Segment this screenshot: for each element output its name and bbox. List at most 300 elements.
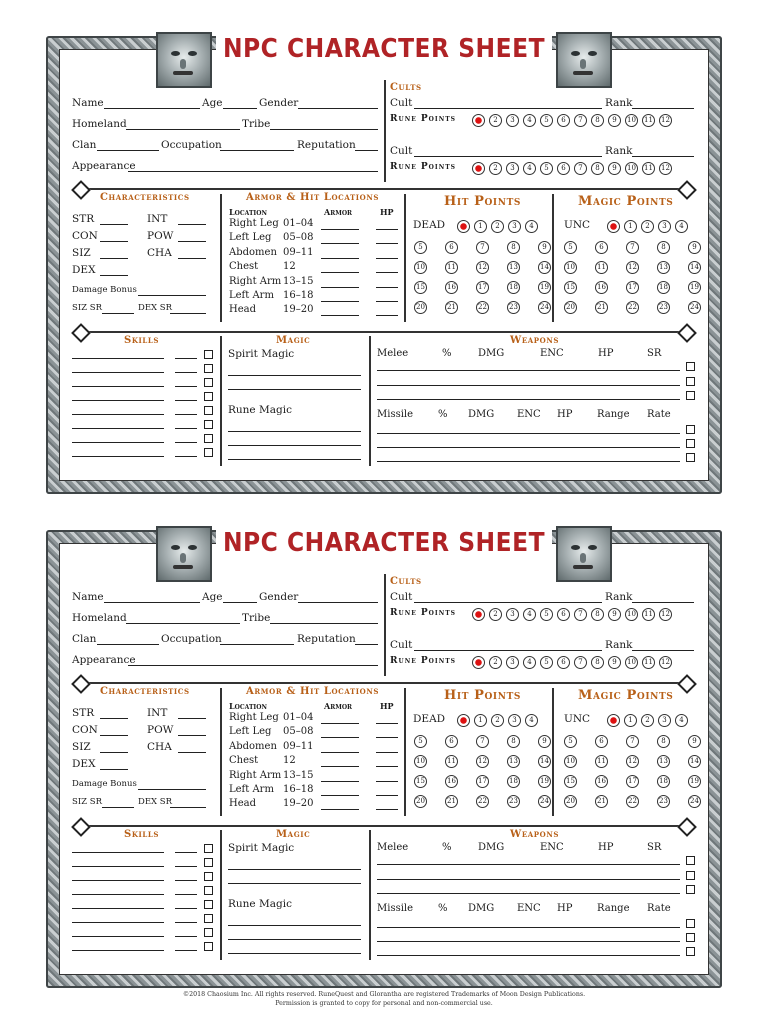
skill-value-field[interactable] xyxy=(175,936,197,937)
rune-point-pip[interactable]: 5 xyxy=(540,162,553,175)
melee-weapon-field[interactable] xyxy=(377,370,680,371)
dead-marker[interactable] xyxy=(457,714,470,727)
damage-bonus-field[interactable] xyxy=(138,295,206,296)
hp-field[interactable] xyxy=(376,258,398,259)
spirit-magic-field[interactable] xyxy=(228,869,361,870)
rune-point-pip[interactable]: 12 xyxy=(659,608,672,621)
skill-value-field[interactable] xyxy=(175,922,197,923)
point-pip[interactable]: 24 xyxy=(688,795,701,808)
rune-point-pip[interactable]: 5 xyxy=(540,114,553,127)
rune-point-pip[interactable]: 7 xyxy=(574,608,587,621)
point-pip[interactable]: 13 xyxy=(657,755,670,768)
rune-point-pip[interactable]: 3 xyxy=(506,162,519,175)
rank-field[interactable] xyxy=(632,156,694,157)
armor-field[interactable] xyxy=(321,258,359,259)
skill-checkbox[interactable] xyxy=(204,886,213,895)
cult-field[interactable] xyxy=(414,156,602,157)
point-pip[interactable]: 12 xyxy=(626,261,639,274)
rune-point-pip[interactable]: 11 xyxy=(642,656,655,669)
missile-checkbox[interactable] xyxy=(686,919,695,928)
skill-value-field[interactable] xyxy=(175,372,197,373)
rune-point-pip[interactable]: 2 xyxy=(489,114,502,127)
spirit-magic-field[interactable] xyxy=(228,883,361,884)
point-pip[interactable]: 7 xyxy=(476,241,489,254)
rune-point-pip[interactable]: 9 xyxy=(608,162,621,175)
skill-checkbox[interactable] xyxy=(204,858,213,867)
armor-field[interactable] xyxy=(321,229,359,230)
occupation-field[interactable] xyxy=(220,150,294,151)
missile-checkbox[interactable] xyxy=(686,947,695,956)
point-pip[interactable]: 15 xyxy=(414,281,427,294)
stat-field[interactable] xyxy=(100,258,128,259)
spirit-magic-field[interactable] xyxy=(228,389,361,390)
rune-point-pip[interactable]: 2 xyxy=(489,608,502,621)
melee-checkbox[interactable] xyxy=(686,362,695,371)
appearance-field[interactable] xyxy=(128,171,378,172)
point-pip[interactable]: 17 xyxy=(476,281,489,294)
stat-field[interactable] xyxy=(178,258,206,259)
rune-point-pip[interactable]: 3 xyxy=(506,608,519,621)
dead-marker[interactable] xyxy=(457,220,470,233)
armor-field[interactable] xyxy=(321,766,359,767)
point-pip[interactable]: 8 xyxy=(507,735,520,748)
rune-point-pip[interactable]: 11 xyxy=(642,114,655,127)
skill-value-field[interactable] xyxy=(175,908,197,909)
point-pip[interactable]: 1 xyxy=(624,714,637,727)
missile-weapon-field[interactable] xyxy=(377,461,680,462)
point-pip[interactable]: 3 xyxy=(508,714,521,727)
skill-name-field[interactable] xyxy=(72,894,164,895)
clan-field[interactable] xyxy=(97,644,159,645)
rune-point-pip[interactable] xyxy=(472,656,485,669)
skill-name-field[interactable] xyxy=(72,866,164,867)
hp-field[interactable] xyxy=(376,809,398,810)
hp-field[interactable] xyxy=(376,766,398,767)
point-pip[interactable]: 9 xyxy=(688,735,701,748)
cult-field[interactable] xyxy=(414,650,602,651)
rank-field[interactable] xyxy=(632,108,694,109)
point-pip[interactable]: 11 xyxy=(445,261,458,274)
skill-value-field[interactable] xyxy=(175,414,197,415)
point-pip[interactable]: 19 xyxy=(538,281,551,294)
point-pip[interactable]: 1 xyxy=(624,220,637,233)
point-pip[interactable]: 9 xyxy=(688,241,701,254)
skill-name-field[interactable] xyxy=(72,386,164,387)
rune-point-pip[interactable]: 2 xyxy=(489,656,502,669)
hp-field[interactable] xyxy=(376,272,398,273)
rune-point-pip[interactable]: 6 xyxy=(557,114,570,127)
point-pip[interactable]: 12 xyxy=(626,755,639,768)
hp-field[interactable] xyxy=(376,795,398,796)
skill-value-field[interactable] xyxy=(175,386,197,387)
point-pip[interactable]: 18 xyxy=(657,775,670,788)
melee-weapon-field[interactable] xyxy=(377,399,680,400)
point-pip[interactable]: 3 xyxy=(658,714,671,727)
rune-point-pip[interactable]: 4 xyxy=(523,656,536,669)
hp-field[interactable] xyxy=(376,243,398,244)
skill-checkbox[interactable] xyxy=(204,448,213,457)
stat-field[interactable] xyxy=(178,735,206,736)
reputation-field[interactable] xyxy=(355,644,378,645)
point-pip[interactable]: 23 xyxy=(507,301,520,314)
stat-field[interactable] xyxy=(178,752,206,753)
rune-point-pip[interactable] xyxy=(472,114,485,127)
rune-point-pip[interactable]: 10 xyxy=(625,114,638,127)
skill-checkbox[interactable] xyxy=(204,420,213,429)
armor-field[interactable] xyxy=(321,315,359,316)
rune-magic-field[interactable] xyxy=(228,459,361,460)
skill-value-field[interactable] xyxy=(175,852,197,853)
homeland-field[interactable] xyxy=(126,623,240,624)
missile-checkbox[interactable] xyxy=(686,453,695,462)
point-pip[interactable]: 17 xyxy=(626,775,639,788)
point-pip[interactable]: 24 xyxy=(538,301,551,314)
skill-name-field[interactable] xyxy=(72,428,164,429)
skill-checkbox[interactable] xyxy=(204,900,213,909)
armor-field[interactable] xyxy=(321,737,359,738)
point-pip[interactable]: 15 xyxy=(564,775,577,788)
point-pip[interactable]: 16 xyxy=(595,775,608,788)
rune-point-pip[interactable]: 9 xyxy=(608,608,621,621)
armor-field[interactable] xyxy=(321,781,359,782)
rune-point-pip[interactable]: 7 xyxy=(574,656,587,669)
point-pip[interactable]: 4 xyxy=(525,714,538,727)
point-pip[interactable]: 14 xyxy=(538,261,551,274)
clan-field[interactable] xyxy=(97,150,159,151)
skill-name-field[interactable] xyxy=(72,950,164,951)
stat-field[interactable] xyxy=(100,735,128,736)
gender-field[interactable] xyxy=(298,602,378,603)
point-pip[interactable]: 11 xyxy=(595,261,608,274)
skill-checkbox[interactable] xyxy=(204,872,213,881)
point-pip[interactable]: 16 xyxy=(595,281,608,294)
point-pip[interactable]: 10 xyxy=(414,755,427,768)
hp-field[interactable] xyxy=(376,229,398,230)
rune-point-pip[interactable]: 3 xyxy=(506,114,519,127)
skill-value-field[interactable] xyxy=(175,358,197,359)
skill-name-field[interactable] xyxy=(72,358,164,359)
rune-point-pip[interactable]: 6 xyxy=(557,656,570,669)
skill-checkbox[interactable] xyxy=(204,350,213,359)
rune-point-pip[interactable]: 7 xyxy=(574,114,587,127)
armor-field[interactable] xyxy=(321,723,359,724)
point-pip[interactable]: 24 xyxy=(688,301,701,314)
rune-point-pip[interactable]: 4 xyxy=(523,608,536,621)
skill-name-field[interactable] xyxy=(72,880,164,881)
point-pip[interactable]: 4 xyxy=(675,220,688,233)
armor-field[interactable] xyxy=(321,809,359,810)
point-pip[interactable]: 11 xyxy=(595,755,608,768)
unc-marker[interactable] xyxy=(607,714,620,727)
skill-name-field[interactable] xyxy=(72,936,164,937)
cult-field[interactable] xyxy=(414,108,602,109)
point-pip[interactable]: 8 xyxy=(657,241,670,254)
rune-magic-field[interactable] xyxy=(228,445,361,446)
point-pip[interactable]: 16 xyxy=(445,281,458,294)
point-pip[interactable]: 21 xyxy=(595,301,608,314)
skill-checkbox[interactable] xyxy=(204,406,213,415)
skill-name-field[interactable] xyxy=(72,908,164,909)
point-pip[interactable]: 1 xyxy=(474,220,487,233)
point-pip[interactable]: 8 xyxy=(507,241,520,254)
rune-point-pip[interactable] xyxy=(472,162,485,175)
rune-point-pip[interactable]: 3 xyxy=(506,656,519,669)
stat-field[interactable] xyxy=(178,718,206,719)
skill-value-field[interactable] xyxy=(175,400,197,401)
missile-weapon-field[interactable] xyxy=(377,955,680,956)
missile-checkbox[interactable] xyxy=(686,933,695,942)
skill-name-field[interactable] xyxy=(72,852,164,853)
skill-name-field[interactable] xyxy=(72,400,164,401)
point-pip[interactable]: 14 xyxy=(538,755,551,768)
name-field[interactable] xyxy=(104,602,200,603)
homeland-field[interactable] xyxy=(126,129,240,130)
missile-checkbox[interactable] xyxy=(686,439,695,448)
skill-name-field[interactable] xyxy=(72,456,164,457)
skill-value-field[interactable] xyxy=(175,442,197,443)
missile-checkbox[interactable] xyxy=(686,425,695,434)
skill-value-field[interactable] xyxy=(175,950,197,951)
point-pip[interactable]: 17 xyxy=(626,281,639,294)
point-pip[interactable]: 18 xyxy=(507,775,520,788)
point-pip[interactable]: 5 xyxy=(414,241,427,254)
stat-field[interactable] xyxy=(100,241,128,242)
rune-point-pip[interactable]: 8 xyxy=(591,656,604,669)
skill-value-field[interactable] xyxy=(175,456,197,457)
rune-point-pip[interactable]: 9 xyxy=(608,114,621,127)
point-pip[interactable]: 13 xyxy=(507,261,520,274)
point-pip[interactable]: 6 xyxy=(445,735,458,748)
point-pip[interactable]: 11 xyxy=(445,755,458,768)
point-pip[interactable]: 15 xyxy=(564,281,577,294)
rune-point-pip[interactable]: 7 xyxy=(574,162,587,175)
skill-checkbox[interactable] xyxy=(204,364,213,373)
skill-name-field[interactable] xyxy=(72,414,164,415)
point-pip[interactable]: 7 xyxy=(476,735,489,748)
missile-weapon-field[interactable] xyxy=(377,433,680,434)
rune-point-pip[interactable]: 6 xyxy=(557,162,570,175)
melee-checkbox[interactable] xyxy=(686,377,695,386)
point-pip[interactable]: 10 xyxy=(414,261,427,274)
age-field[interactable] xyxy=(223,108,257,109)
stat-field[interactable] xyxy=(100,718,128,719)
melee-checkbox[interactable] xyxy=(686,885,695,894)
tribe-field[interactable] xyxy=(270,129,378,130)
hp-field[interactable] xyxy=(376,781,398,782)
point-pip[interactable]: 3 xyxy=(508,220,521,233)
rune-magic-field[interactable] xyxy=(228,431,361,432)
point-pip[interactable]: 19 xyxy=(538,775,551,788)
stat-field[interactable] xyxy=(100,769,128,770)
point-pip[interactable]: 16 xyxy=(445,775,458,788)
point-pip[interactable]: 9 xyxy=(538,735,551,748)
point-pip[interactable]: 2 xyxy=(641,220,654,233)
skill-name-field[interactable] xyxy=(72,922,164,923)
missile-weapon-field[interactable] xyxy=(377,927,680,928)
point-pip[interactable]: 20 xyxy=(564,301,577,314)
point-pip[interactable]: 3 xyxy=(658,220,671,233)
armor-field[interactable] xyxy=(321,243,359,244)
rune-magic-field[interactable] xyxy=(228,925,361,926)
point-pip[interactable]: 5 xyxy=(564,735,577,748)
skill-checkbox[interactable] xyxy=(204,378,213,387)
point-pip[interactable]: 6 xyxy=(595,241,608,254)
point-pip[interactable]: 14 xyxy=(688,755,701,768)
point-pip[interactable]: 22 xyxy=(626,301,639,314)
missile-weapon-field[interactable] xyxy=(377,447,680,448)
point-pip[interactable]: 2 xyxy=(641,714,654,727)
rune-point-pip[interactable]: 11 xyxy=(642,162,655,175)
point-pip[interactable]: 7 xyxy=(626,241,639,254)
siz-sr-field[interactable] xyxy=(102,807,134,808)
skill-checkbox[interactable] xyxy=(204,434,213,443)
skill-checkbox[interactable] xyxy=(204,928,213,937)
melee-weapon-field[interactable] xyxy=(377,385,680,386)
point-pip[interactable]: 22 xyxy=(476,795,489,808)
point-pip[interactable]: 18 xyxy=(657,281,670,294)
rune-point-pip[interactable]: 12 xyxy=(659,114,672,127)
point-pip[interactable]: 2 xyxy=(491,714,504,727)
rune-point-pip[interactable]: 5 xyxy=(540,608,553,621)
point-pip[interactable]: 19 xyxy=(688,281,701,294)
stat-field[interactable] xyxy=(100,752,128,753)
unc-marker[interactable] xyxy=(607,220,620,233)
point-pip[interactable]: 5 xyxy=(564,241,577,254)
rune-point-pip[interactable]: 2 xyxy=(489,162,502,175)
point-pip[interactable]: 10 xyxy=(564,755,577,768)
armor-field[interactable] xyxy=(321,795,359,796)
point-pip[interactable]: 5 xyxy=(414,735,427,748)
skill-value-field[interactable] xyxy=(175,866,197,867)
damage-bonus-field[interactable] xyxy=(138,789,206,790)
rune-point-pip[interactable]: 12 xyxy=(659,162,672,175)
point-pip[interactable]: 4 xyxy=(675,714,688,727)
point-pip[interactable]: 20 xyxy=(414,301,427,314)
point-pip[interactable]: 10 xyxy=(564,261,577,274)
rune-point-pip[interactable]: 4 xyxy=(523,114,536,127)
point-pip[interactable]: 7 xyxy=(626,735,639,748)
point-pip[interactable]: 6 xyxy=(595,735,608,748)
melee-checkbox[interactable] xyxy=(686,391,695,400)
rune-point-pip[interactable]: 8 xyxy=(591,608,604,621)
point-pip[interactable]: 2 xyxy=(491,220,504,233)
point-pip[interactable]: 15 xyxy=(414,775,427,788)
melee-checkbox[interactable] xyxy=(686,856,695,865)
skill-checkbox[interactable] xyxy=(204,914,213,923)
skill-checkbox[interactable] xyxy=(204,844,213,853)
siz-sr-field[interactable] xyxy=(102,313,134,314)
rune-point-pip[interactable]: 10 xyxy=(625,656,638,669)
rune-point-pip[interactable]: 4 xyxy=(523,162,536,175)
point-pip[interactable]: 17 xyxy=(476,775,489,788)
point-pip[interactable]: 18 xyxy=(507,281,520,294)
skill-value-field[interactable] xyxy=(175,428,197,429)
hp-field[interactable] xyxy=(376,723,398,724)
skill-name-field[interactable] xyxy=(72,372,164,373)
point-pip[interactable]: 22 xyxy=(476,301,489,314)
spirit-magic-field[interactable] xyxy=(228,375,361,376)
name-field[interactable] xyxy=(104,108,200,109)
rune-point-pip[interactable]: 11 xyxy=(642,608,655,621)
point-pip[interactable]: 14 xyxy=(688,261,701,274)
stat-field[interactable] xyxy=(100,275,128,276)
dex-sr-field[interactable] xyxy=(170,313,206,314)
gender-field[interactable] xyxy=(298,108,378,109)
point-pip[interactable]: 21 xyxy=(445,795,458,808)
rune-point-pip[interactable] xyxy=(472,608,485,621)
reputation-field[interactable] xyxy=(355,150,378,151)
rune-point-pip[interactable]: 10 xyxy=(625,608,638,621)
armor-field[interactable] xyxy=(321,752,359,753)
rune-magic-field[interactable] xyxy=(228,953,361,954)
rune-point-pip[interactable]: 12 xyxy=(659,656,672,669)
dex-sr-field[interactable] xyxy=(170,807,206,808)
stat-field[interactable] xyxy=(178,241,206,242)
point-pip[interactable]: 13 xyxy=(657,261,670,274)
hp-field[interactable] xyxy=(376,737,398,738)
rune-point-pip[interactable]: 8 xyxy=(591,162,604,175)
stat-field[interactable] xyxy=(178,224,206,225)
rune-point-pip[interactable]: 8 xyxy=(591,114,604,127)
point-pip[interactable]: 1 xyxy=(474,714,487,727)
point-pip[interactable]: 6 xyxy=(445,241,458,254)
hp-field[interactable] xyxy=(376,315,398,316)
melee-weapon-field[interactable] xyxy=(377,864,680,865)
melee-weapon-field[interactable] xyxy=(377,879,680,880)
missile-weapon-field[interactable] xyxy=(377,941,680,942)
armor-field[interactable] xyxy=(321,272,359,273)
rank-field[interactable] xyxy=(632,650,694,651)
point-pip[interactable]: 19 xyxy=(688,775,701,788)
point-pip[interactable]: 24 xyxy=(538,795,551,808)
rune-point-pip[interactable]: 9 xyxy=(608,656,621,669)
point-pip[interactable]: 9 xyxy=(538,241,551,254)
armor-field[interactable] xyxy=(321,301,359,302)
melee-weapon-field[interactable] xyxy=(377,893,680,894)
hp-field[interactable] xyxy=(376,301,398,302)
age-field[interactable] xyxy=(223,602,257,603)
rune-magic-field[interactable] xyxy=(228,939,361,940)
skill-name-field[interactable] xyxy=(72,442,164,443)
tribe-field[interactable] xyxy=(270,623,378,624)
point-pip[interactable]: 20 xyxy=(564,795,577,808)
point-pip[interactable]: 4 xyxy=(525,220,538,233)
hp-field[interactable] xyxy=(376,752,398,753)
point-pip[interactable]: 21 xyxy=(595,795,608,808)
skill-value-field[interactable] xyxy=(175,894,197,895)
point-pip[interactable]: 8 xyxy=(657,735,670,748)
rune-point-pip[interactable]: 6 xyxy=(557,608,570,621)
point-pip[interactable]: 12 xyxy=(476,261,489,274)
occupation-field[interactable] xyxy=(220,644,294,645)
point-pip[interactable]: 22 xyxy=(626,795,639,808)
melee-checkbox[interactable] xyxy=(686,871,695,880)
hp-field[interactable] xyxy=(376,287,398,288)
point-pip[interactable]: 13 xyxy=(507,755,520,768)
point-pip[interactable]: 12 xyxy=(476,755,489,768)
point-pip[interactable]: 23 xyxy=(657,301,670,314)
armor-field[interactable] xyxy=(321,287,359,288)
point-pip[interactable]: 23 xyxy=(657,795,670,808)
skill-checkbox[interactable] xyxy=(204,392,213,401)
cult-field[interactable] xyxy=(414,602,602,603)
rank-field[interactable] xyxy=(632,602,694,603)
stat-field[interactable] xyxy=(100,224,128,225)
point-pip[interactable]: 23 xyxy=(507,795,520,808)
point-pip[interactable]: 20 xyxy=(414,795,427,808)
appearance-field[interactable] xyxy=(128,665,378,666)
skill-value-field[interactable] xyxy=(175,880,197,881)
